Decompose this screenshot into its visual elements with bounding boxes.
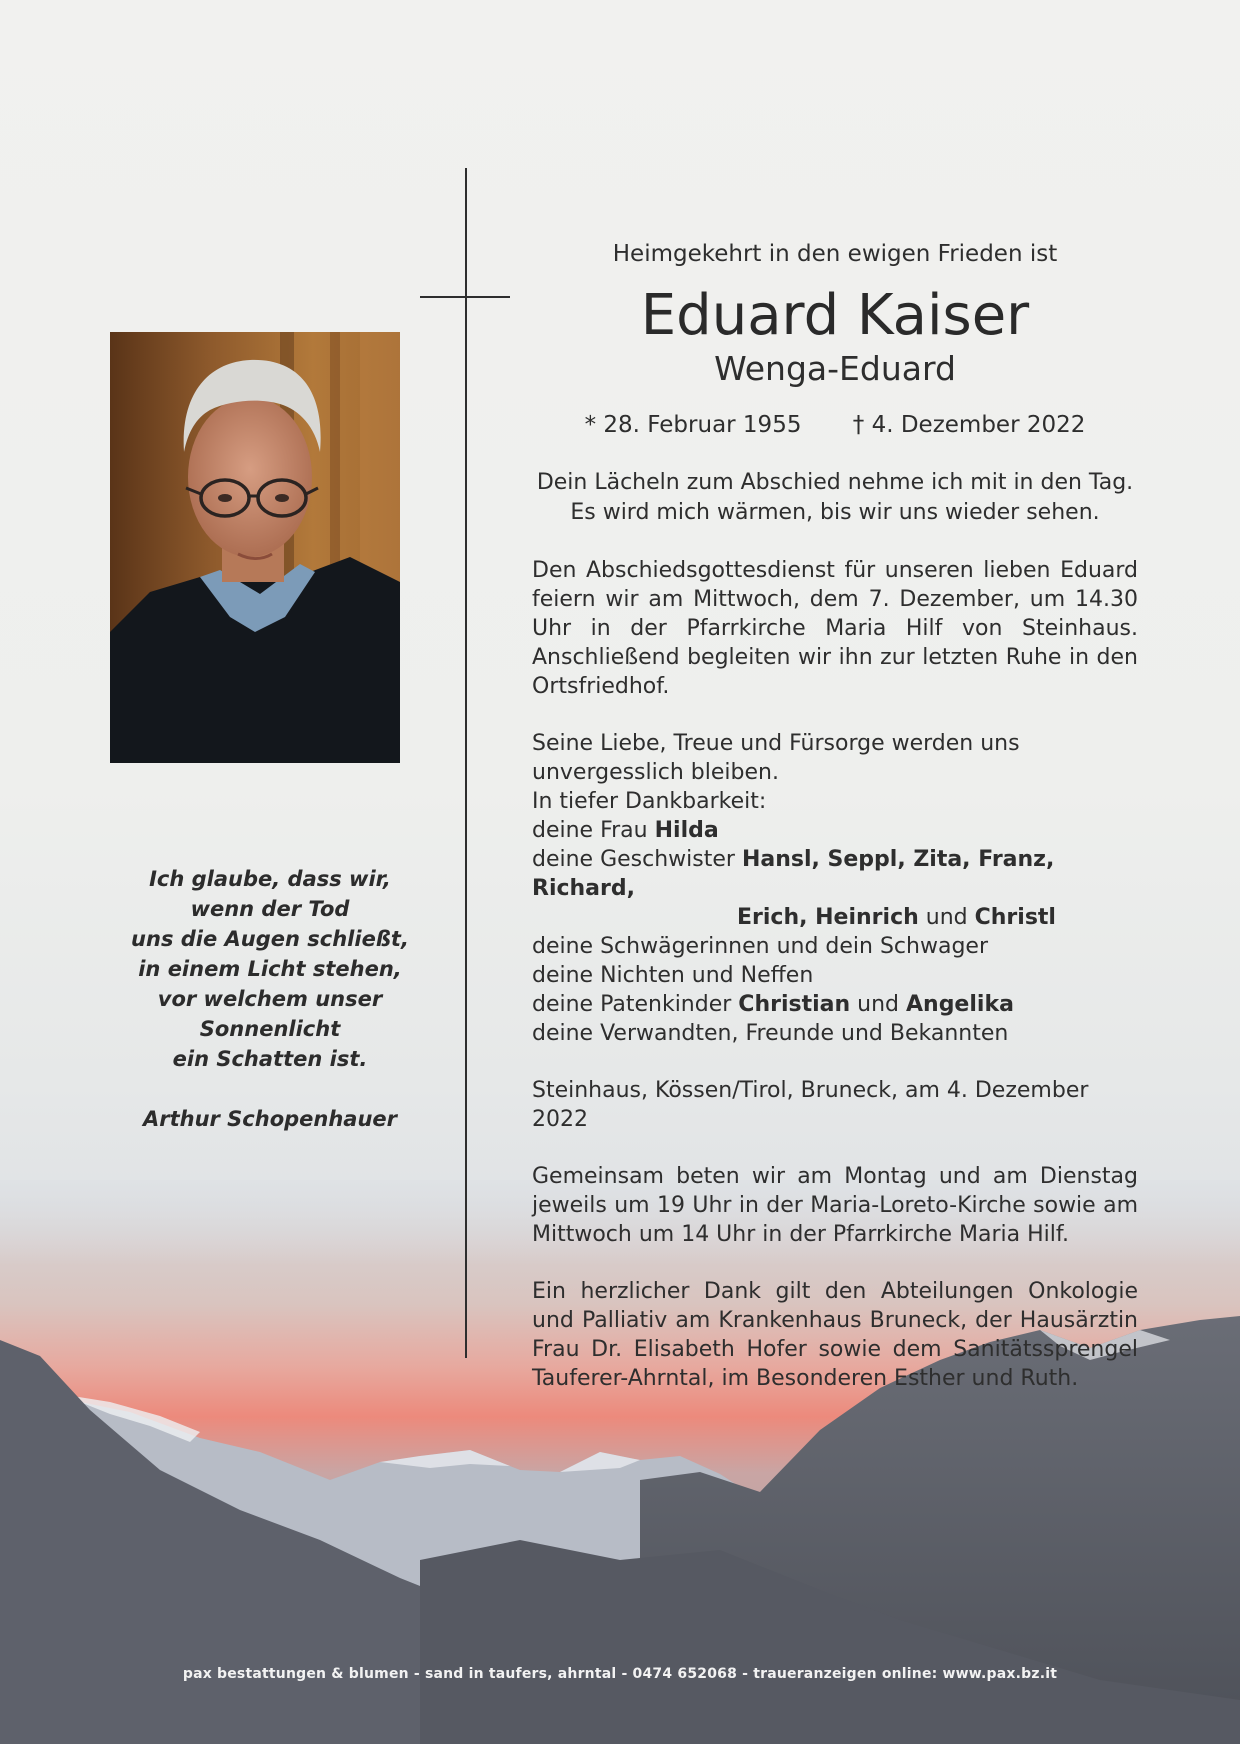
godchildren-prefix: deine Patenkinder <box>532 992 739 1017</box>
siblings-prefix: deine Geschwister <box>532 847 742 872</box>
in-laws-line: deine Schwägerinnen und dein Schwager <box>532 934 988 959</box>
nieces-line: deine Nichten und Neffen <box>532 963 814 988</box>
siblings-names: Erich, Heinrich <box>737 905 919 930</box>
portrait-photo <box>110 332 400 763</box>
siblings-line-2 <box>532 903 1138 932</box>
cross-horizontal-bar <box>420 296 510 298</box>
and-text: und <box>850 992 906 1017</box>
cross-vertical-bar <box>465 168 467 1358</box>
footer-text: pax bestattungen & blumen - sand in taufers, ahrntal - 0474 652068 - traueranzeigen online: www.pax.bz.it <box>182 1666 1058 1682</box>
mourners-line: Seine Liebe, Treue und Fürsorge werden uns <box>532 731 1020 756</box>
funeral-service-text: Den Abschiedsgottesdienst für unseren lieben Eduard feiern wir am Mittwoch, dem 7. Dezember, um 14.30 Uhr in der Pfarrkirche Maria Hilf von Steinhaus. Anschließend begleiten wir ihn zur letzten Ruhe in den Ortsfriedhof. <box>532 558 1138 699</box>
quote-author: Arthur Schopenhauer <box>142 1107 398 1131</box>
deceased-nickname: Wenga-Eduard <box>714 349 956 388</box>
deceased-name: Eduard Kaiser <box>640 283 1030 348</box>
wife-name: Hilda <box>654 818 719 843</box>
mourners-line: unvergesslich bleiben. <box>532 760 779 785</box>
godchild-name: Christian <box>738 992 851 1017</box>
intro-text: Heimgekehrt in den ewigen Frieden ist <box>612 241 1058 267</box>
mourners-list <box>532 729 1138 1048</box>
siblings-names: Christl <box>974 905 1056 930</box>
godchildren-line <box>532 990 1138 1019</box>
quote-line: vor welchem unser Sonnenlicht <box>157 987 383 1041</box>
motto-line: Es wird mich wärmen, bis wir uns wieder sehen. <box>570 500 1100 525</box>
quote-line: ein Schatten ist. <box>172 1047 368 1071</box>
prayer-text: Gemeinsam beten wir am Montag und am Dienstag jeweils um 19 Uhr in der Maria-Loreto-Kirche sowie am Mittwoch um 14 Uhr in der Pfarrkirche Maria Hilf. <box>532 1164 1138 1247</box>
godchild-name: Angelika <box>906 992 1014 1017</box>
quote-line: uns die Augen schließt, <box>131 927 409 951</box>
place-date: Steinhaus, Kössen/Tirol, Bruneck, am 4. Dezember 2022 <box>532 1078 1089 1132</box>
motto-line: Dein Lächeln zum Abschied nehme ich mit in den Tag. <box>536 470 1134 495</box>
obituary-text <box>532 240 1138 1393</box>
quote-line: in einem Licht stehen, <box>138 957 402 981</box>
wife-prefix: deine Frau <box>532 818 655 843</box>
death-date: † 4. Dezember 2022 <box>852 412 1086 438</box>
wife-line <box>532 816 1138 845</box>
siblings-line <box>532 845 1138 903</box>
relatives-line: deine Verwandten, Freunde und Bekannten <box>532 1021 1009 1046</box>
mourners-line: In tiefer Dankbarkeit: <box>532 789 767 814</box>
life-dates <box>532 411 1138 440</box>
quote-line: Ich glaube, dass wir, <box>149 867 391 891</box>
quote-block <box>100 864 440 1134</box>
siblings-names: Hansl, Seppl, Zita, Franz, Richard, <box>532 847 1055 901</box>
quote-line: wenn der Tod <box>190 897 350 921</box>
motto <box>532 468 1138 528</box>
and-text: und <box>918 905 975 930</box>
thanks-text: Ein herzlicher Dank gilt den Abteilungen Onkologie und Palliativ am Krankenhaus Bruneck, der Hausärztin Frau Dr. Elisabeth Hofer sowie dem Sanitätssprengel Tauferer-Ahrntal, im Besonderen Esther und Ruth. <box>532 1279 1138 1391</box>
birth-date: * 28. Februar 1955 <box>584 412 802 438</box>
